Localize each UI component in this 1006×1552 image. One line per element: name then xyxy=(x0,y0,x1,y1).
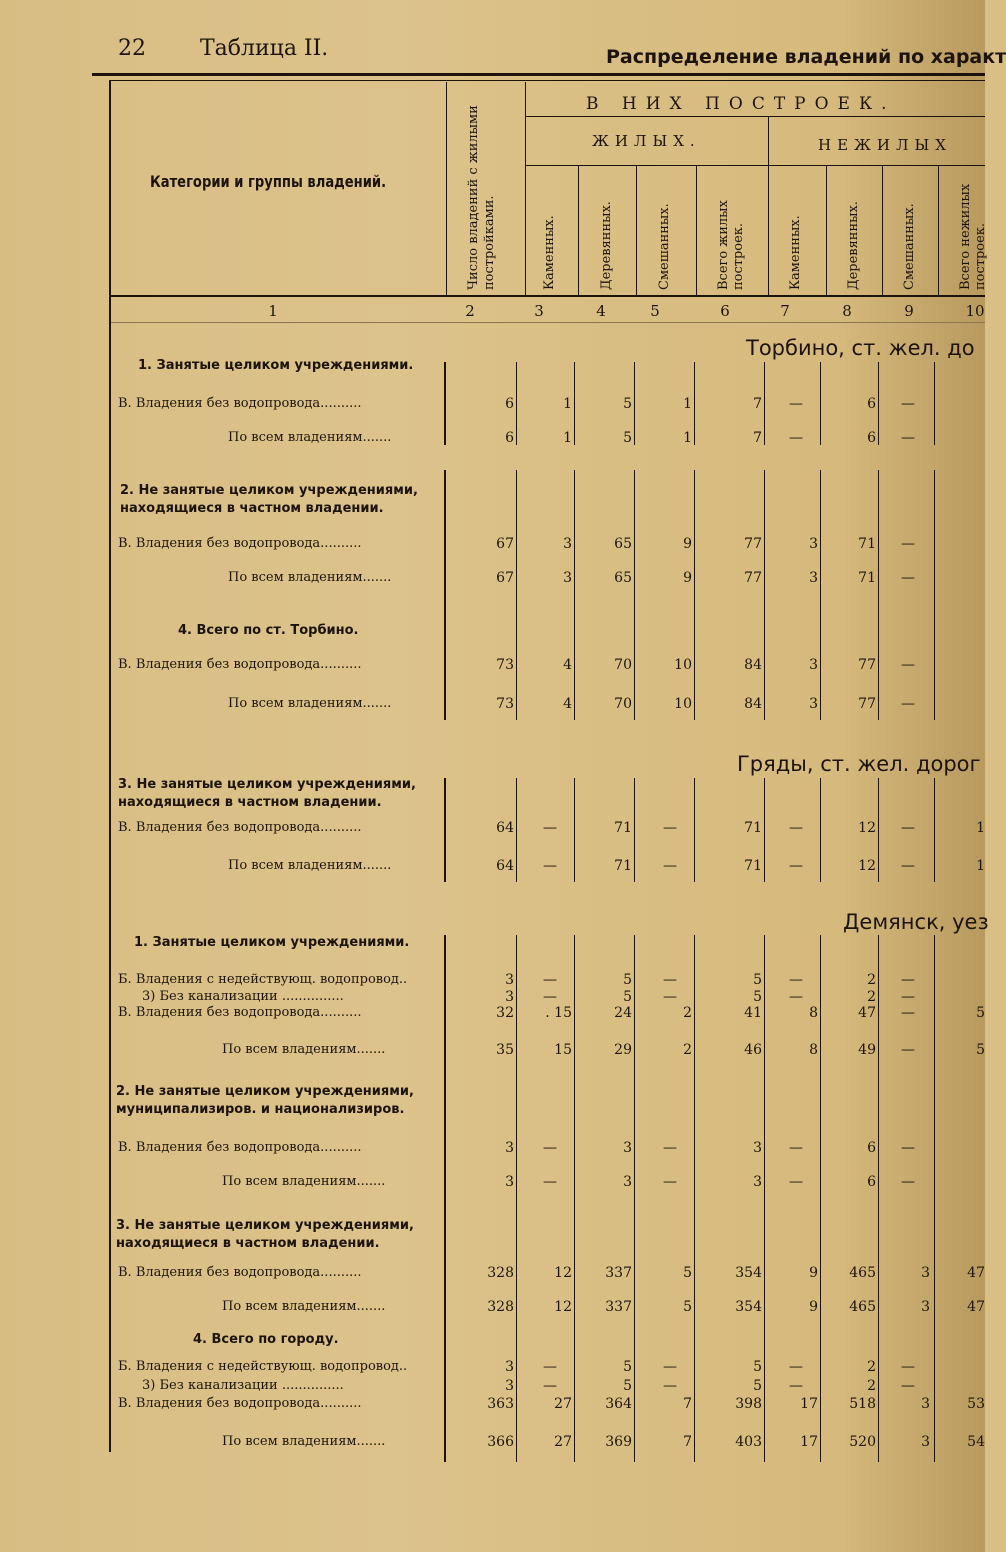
group-header: В НИХ ПОСТРОЕК. xyxy=(586,94,896,114)
table-cell: — xyxy=(789,858,803,874)
column-number: 4 xyxy=(596,302,606,320)
table-cell: — xyxy=(543,1140,557,1156)
table-cell: 71 xyxy=(614,858,632,874)
row-label: В. Владения без водопровода.......... xyxy=(118,1005,362,1020)
row-label: По всем владениям....... xyxy=(228,696,392,711)
row-label: 3) Без канализации ............... xyxy=(142,1378,344,1393)
table-cell: 70 xyxy=(614,696,632,712)
table-cell: 47 xyxy=(967,1299,985,1315)
column-number: 2 xyxy=(465,302,475,320)
column-number: 3 xyxy=(534,302,544,320)
table-cell: 64 xyxy=(496,820,514,836)
column-rule xyxy=(934,470,935,720)
table-cell: 6 xyxy=(867,1174,876,1190)
table-cell: — xyxy=(789,396,803,412)
column-number: 10 xyxy=(965,302,985,320)
table-cell: 354 xyxy=(735,1299,762,1315)
table-cell: 1 xyxy=(976,820,985,836)
column-rule xyxy=(820,362,821,445)
column-rule xyxy=(574,362,575,445)
table-title: Распределение владений по характ xyxy=(606,46,1006,68)
table-cell: 3 xyxy=(505,1174,514,1190)
table-cell: — xyxy=(901,858,915,874)
table-cell: 77 xyxy=(858,696,876,712)
table-cell: 46 xyxy=(744,1042,762,1058)
column-rule xyxy=(820,935,821,1462)
sub-header: Смешанных. xyxy=(657,203,672,290)
table-cell: 12 xyxy=(858,820,876,836)
row-label: По всем владениям....... xyxy=(222,1434,386,1449)
column-rule xyxy=(694,362,695,445)
sub-header: Деревянных. xyxy=(846,201,861,290)
table-cell: 5 xyxy=(753,989,762,1005)
table-cell: — xyxy=(789,989,803,1005)
column-rule xyxy=(878,778,879,882)
subgroup-header-rule xyxy=(526,165,985,166)
table-cell: — xyxy=(789,1359,803,1375)
nonresidential-header: НЕЖИЛЫХ xyxy=(818,136,952,154)
column-number: 5 xyxy=(650,302,660,320)
row-label: В. Владения без водопровода.......... xyxy=(118,396,362,411)
table-cell: 2 xyxy=(867,1378,876,1394)
column-rule xyxy=(934,778,935,882)
table-cell: 6 xyxy=(867,430,876,446)
table-cell: 10 xyxy=(674,657,692,673)
table-cell: 71 xyxy=(744,858,762,874)
table-cell: 354 xyxy=(735,1265,762,1281)
table-cell: 1 xyxy=(563,430,572,446)
table-cell: 3 xyxy=(921,1299,930,1315)
table-cell: — xyxy=(901,820,915,836)
section-title: 3. Не занятые целиком учреждениями, находящиеся в частном владении. xyxy=(118,777,416,810)
section-title: 1. Занятые целиком учреждениями. xyxy=(138,358,414,373)
table-cell: — xyxy=(901,1174,915,1190)
column-rule xyxy=(764,935,765,1462)
table-cell: 2 xyxy=(867,989,876,1005)
column-rule xyxy=(516,778,517,882)
table-cell: 403 xyxy=(735,1434,762,1450)
column-rule xyxy=(764,362,765,445)
row-label: В. Владения без водопровода.......... xyxy=(118,1396,362,1411)
header-col-line xyxy=(826,166,827,297)
sub-header: Всего нежилых построек. xyxy=(958,183,988,290)
table-cell: 9 xyxy=(683,570,692,586)
header-col-line xyxy=(446,82,447,297)
section-title: 4. Всего по ст. Торбино. xyxy=(178,623,359,638)
column-rule xyxy=(694,778,695,882)
table-cell: — xyxy=(901,1042,915,1058)
table-cell: 5 xyxy=(753,972,762,988)
table-cell: 5 xyxy=(753,1359,762,1375)
sub-header: Каменных. xyxy=(788,215,803,290)
column-rule xyxy=(444,362,446,445)
table-cell: — xyxy=(663,989,677,1005)
table-cell: 5 xyxy=(623,430,632,446)
table-cell: 1 xyxy=(976,858,985,874)
table-cell: 71 xyxy=(614,820,632,836)
table-cell: 9 xyxy=(809,1299,818,1315)
table-cell: 3 xyxy=(505,972,514,988)
table-cell: 65 xyxy=(614,536,632,552)
sub-header: Всего жилых построек. xyxy=(716,200,746,290)
sub-header: Смешанных. xyxy=(902,203,917,290)
column-rule xyxy=(444,935,446,1462)
column-rule xyxy=(516,470,517,720)
table-cell: — xyxy=(543,1359,557,1375)
table-cell: 73 xyxy=(496,657,514,673)
table-cell: 4 xyxy=(563,696,572,712)
table-cell: 7 xyxy=(753,396,762,412)
table-cell: 9 xyxy=(683,536,692,552)
table-cell: 520 xyxy=(849,1434,876,1450)
table-cell: 17 xyxy=(800,1396,818,1412)
table-cell: 70 xyxy=(614,657,632,673)
column-rule xyxy=(764,470,765,720)
table-cell: . 15 xyxy=(545,1005,572,1021)
row-label: В. Владения без водопровода.......... xyxy=(118,1265,362,1280)
column-rule xyxy=(574,778,575,882)
table-cell: — xyxy=(663,1378,677,1394)
table-cell: — xyxy=(901,396,915,412)
table-cell: 3 xyxy=(809,696,818,712)
table-cell: 54 xyxy=(967,1434,985,1450)
table-cell: 41 xyxy=(744,1005,762,1021)
table-cell: 27 xyxy=(554,1434,572,1450)
column-rule xyxy=(574,470,575,720)
table-cell: 364 xyxy=(605,1396,632,1412)
location-heading: Гряды, ст. жел. дорог xyxy=(737,752,981,776)
table-cell: 3 xyxy=(753,1174,762,1190)
table-cell: 17 xyxy=(800,1434,818,1450)
table-name: Таблица II. xyxy=(200,36,329,61)
header-col-line xyxy=(525,82,526,297)
header-bottom-rule xyxy=(110,295,985,297)
table-cell: — xyxy=(543,972,557,988)
table-cell: 12 xyxy=(554,1299,572,1315)
table-cell: 5 xyxy=(623,989,632,1005)
table-cell: 465 xyxy=(849,1265,876,1281)
table-cell: — xyxy=(901,1005,915,1021)
count-header-line2: постройками. xyxy=(482,195,497,290)
column-number: 7 xyxy=(780,302,790,320)
table-cell: — xyxy=(663,820,677,836)
count-header-line1: Число владений с жилыми xyxy=(466,105,481,290)
column-rule xyxy=(634,778,635,882)
table-cell: 47 xyxy=(858,1005,876,1021)
row-label: В. Владения без водопровода.......... xyxy=(118,820,362,835)
table-cell: — xyxy=(901,536,915,552)
column-rule xyxy=(878,362,879,445)
table-cell: 7 xyxy=(683,1396,692,1412)
table-cell: — xyxy=(543,989,557,1005)
table-cell: 15 xyxy=(554,1042,572,1058)
table-cell: 1 xyxy=(683,396,692,412)
section-title: 4. Всего по городу. xyxy=(193,1332,339,1347)
table-cell: 3 xyxy=(623,1140,632,1156)
column-rule xyxy=(694,935,695,1462)
category-header: Категории и группы владений. xyxy=(150,172,387,191)
column-rule xyxy=(820,778,821,882)
header-col-line xyxy=(578,166,579,297)
table-cell: — xyxy=(901,1359,915,1375)
group-header-rule xyxy=(526,116,985,117)
row-label: По всем владениям....... xyxy=(228,430,392,445)
header-col-line xyxy=(768,117,769,297)
column-rule xyxy=(516,362,517,445)
table-cell: 32 xyxy=(496,1005,514,1021)
table-cell: 5 xyxy=(623,972,632,988)
table-cell: 35 xyxy=(496,1042,514,1058)
column-rule xyxy=(516,935,517,1462)
table-cell: 4 xyxy=(563,657,572,673)
table-cell: 3 xyxy=(809,570,818,586)
table-cell: 7 xyxy=(753,430,762,446)
table-cell: 3 xyxy=(505,1378,514,1394)
table-cell: — xyxy=(901,1378,915,1394)
table-cell: — xyxy=(789,1140,803,1156)
table-cell: 369 xyxy=(605,1434,632,1450)
table-cell: 465 xyxy=(849,1299,876,1315)
table-cell: 2 xyxy=(683,1005,692,1021)
table-cell: 5 xyxy=(623,396,632,412)
table-cell: 77 xyxy=(858,657,876,673)
column-rule xyxy=(634,470,635,720)
header-col-line xyxy=(696,166,697,297)
table-cell: — xyxy=(901,430,915,446)
table-cell: 3 xyxy=(505,1140,514,1156)
table-cell: — xyxy=(901,972,915,988)
row-label: По всем владениям....... xyxy=(228,570,392,585)
table-cell: 67 xyxy=(496,536,514,552)
table-cell: 29 xyxy=(614,1042,632,1058)
column-rule xyxy=(444,470,446,720)
row-label: В. Владения без водопровода.......... xyxy=(118,536,362,551)
table-cell: 2 xyxy=(683,1042,692,1058)
table-cell: 3 xyxy=(623,1174,632,1190)
table-cell: 5 xyxy=(976,1005,985,1021)
table-cell: 12 xyxy=(554,1265,572,1281)
table-cell: 3 xyxy=(505,1359,514,1375)
row-label: По всем владениям....... xyxy=(228,858,392,873)
table-cell: 71 xyxy=(858,536,876,552)
table-cell: 67 xyxy=(496,570,514,586)
table-cell: 9 xyxy=(809,1265,818,1281)
table-cell: 3 xyxy=(505,989,514,1005)
table-cell: 47 xyxy=(967,1265,985,1281)
table-cell: 6 xyxy=(867,1140,876,1156)
table-cell: — xyxy=(663,1359,677,1375)
table-cell: — xyxy=(901,657,915,673)
section-title: 1. Занятые целиком учреждениями. xyxy=(134,935,410,950)
table-cell: 398 xyxy=(735,1396,762,1412)
table-cell: 71 xyxy=(858,570,876,586)
table-cell: 337 xyxy=(605,1265,632,1281)
row-label: Б. Владения с недействующ. водопровод.. xyxy=(118,1359,408,1374)
location-heading: Торбино, ст. жел. до xyxy=(746,336,975,360)
column-rule xyxy=(574,935,575,1462)
table-cell: 1 xyxy=(563,396,572,412)
table-cell: 6 xyxy=(867,396,876,412)
table-cell: 5 xyxy=(623,1359,632,1375)
row-label: По всем владениям....... xyxy=(222,1042,386,1057)
table-cell: 3 xyxy=(563,570,572,586)
row-label: Б. Владения с недействующ. водопровод.. xyxy=(118,972,408,987)
table-cell: — xyxy=(901,696,915,712)
table-cell: 3 xyxy=(809,536,818,552)
table-cell: 12 xyxy=(858,858,876,874)
left-border xyxy=(109,80,111,1452)
table-cell: 6 xyxy=(505,396,514,412)
page-number: 22 xyxy=(118,36,146,61)
table-cell: 65 xyxy=(614,570,632,586)
table-cell: — xyxy=(543,1378,557,1394)
column-rule xyxy=(820,470,821,720)
table-cell: 363 xyxy=(487,1396,514,1412)
row-label: По всем владениям....... xyxy=(222,1299,386,1314)
table-cell: 2 xyxy=(867,1359,876,1375)
table-cell: 71 xyxy=(744,820,762,836)
column-number: 9 xyxy=(904,302,914,320)
table-cell: 1 xyxy=(683,430,692,446)
table-cell: 73 xyxy=(496,696,514,712)
sub-header: Деревянных. xyxy=(599,201,614,290)
table-cell: — xyxy=(663,858,677,874)
row-label: В. Владения без водопровода.......... xyxy=(118,1140,362,1155)
table-cell: 3 xyxy=(921,1396,930,1412)
number-row-rule xyxy=(110,322,985,323)
section-title: 2. Не занятые целиком учреждениями, находящиеся в частном владении. xyxy=(120,483,418,516)
location-heading: Демянск, уез xyxy=(843,910,989,934)
table-cell: 8 xyxy=(809,1042,818,1058)
table-cell: — xyxy=(789,820,803,836)
table-cell: 5 xyxy=(683,1299,692,1315)
top-rule xyxy=(92,73,985,76)
table-cell: 24 xyxy=(614,1005,632,1021)
column-rule xyxy=(444,778,446,882)
table-cell: — xyxy=(543,858,557,874)
table-cell: 10 xyxy=(674,696,692,712)
table-cell: 2 xyxy=(867,972,876,988)
table-cell: — xyxy=(663,972,677,988)
table-cell: 366 xyxy=(487,1434,514,1450)
table-cell: — xyxy=(789,430,803,446)
table-cell: 328 xyxy=(487,1299,514,1315)
table-cell: 5 xyxy=(683,1265,692,1281)
header-col-line xyxy=(636,166,637,297)
table-cell: — xyxy=(543,1174,557,1190)
table-cell: 7 xyxy=(683,1434,692,1450)
table-cell: — xyxy=(789,1378,803,1394)
table-cell: 77 xyxy=(744,570,762,586)
table-cell: 3 xyxy=(921,1434,930,1450)
column-rule xyxy=(694,470,695,720)
table-cell: 3 xyxy=(563,536,572,552)
top-rule-thin xyxy=(110,80,985,81)
table-cell: — xyxy=(789,1174,803,1190)
table-cell: — xyxy=(663,1140,677,1156)
column-number: 8 xyxy=(842,302,852,320)
table-cell: 27 xyxy=(554,1396,572,1412)
header-col-line xyxy=(938,166,939,297)
table-cell: 5 xyxy=(623,1378,632,1394)
row-label: По всем владениям....... xyxy=(222,1174,386,1189)
table-cell: 53 xyxy=(967,1396,985,1412)
table-cell: 8 xyxy=(809,1005,818,1021)
table-cell: 5 xyxy=(753,1378,762,1394)
column-rule xyxy=(634,935,635,1462)
section-title: 2. Не занятые целиком учреждениями, муниципализиров. и национализиров. xyxy=(116,1084,414,1117)
table-cell: — xyxy=(901,570,915,586)
table-cell: 77 xyxy=(744,536,762,552)
column-rule xyxy=(934,935,935,1462)
table-cell: 337 xyxy=(605,1299,632,1315)
table-cell: 328 xyxy=(487,1265,514,1281)
column-number: 1 xyxy=(268,302,278,320)
table-cell: 64 xyxy=(496,858,514,874)
table-cell: — xyxy=(543,820,557,836)
section-title: 3. Не занятые целиком учреждениями, находящиеся в частном владении. xyxy=(116,1218,414,1251)
table-cell: 3 xyxy=(809,657,818,673)
table-cell: — xyxy=(901,989,915,1005)
table-cell: 3 xyxy=(921,1265,930,1281)
header-col-line xyxy=(882,166,883,297)
column-rule xyxy=(878,470,879,720)
table-cell: 5 xyxy=(976,1042,985,1058)
column-rule xyxy=(934,362,935,445)
column-number: 6 xyxy=(720,302,730,320)
table-cell: — xyxy=(901,1140,915,1156)
sub-header: Каменных. xyxy=(542,215,557,290)
column-rule xyxy=(634,362,635,445)
table-cell: 84 xyxy=(744,696,762,712)
table-cell: 49 xyxy=(858,1042,876,1058)
table-cell: — xyxy=(789,972,803,988)
table-cell: 6 xyxy=(505,430,514,446)
row-label: В. Владения без водопровода.......... xyxy=(118,657,362,672)
residential-header: ЖИЛЫХ. xyxy=(592,132,701,150)
table-cell: — xyxy=(663,1174,677,1190)
table-cell: 84 xyxy=(744,657,762,673)
table-cell: 3 xyxy=(753,1140,762,1156)
row-label: 3) Без канализации ............... xyxy=(142,989,344,1004)
column-rule xyxy=(878,935,879,1462)
table-cell: 518 xyxy=(849,1396,876,1412)
column-rule xyxy=(764,778,765,882)
